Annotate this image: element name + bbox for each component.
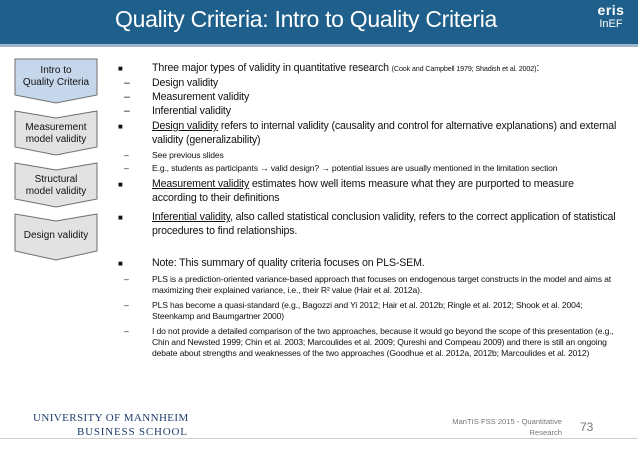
sub-bullet-text: PLS is a prediction-oriented variance-based approach that focuses on endogenous target constructs in the model and aims at maximizing their explained variance, i.e., their R² value (Hair et al. 2012a).	[152, 274, 611, 295]
term-inferential-validity: Inferential validity	[152, 211, 231, 223]
dash-bullet-icon: –	[124, 77, 130, 89]
dash-bullet-icon: –	[124, 163, 129, 173]
logo-top-text: eris	[597, 2, 625, 18]
dash-bullet-icon: –	[124, 326, 129, 336]
header-divider	[0, 44, 638, 47]
term-measurement-validity: Measurement validity	[152, 178, 250, 190]
bullet-text: Note: This summary of quality criteria focuses on PLS-SEM.	[152, 257, 425, 269]
nav-item-label: Structural	[34, 174, 78, 185]
nav-item-label: Intro to	[40, 65, 72, 76]
sub-bullet-text: See previous slides	[152, 150, 224, 160]
business-school-name: BUSINESS SCHOOL	[77, 426, 188, 438]
nav-item-label: model validity	[25, 186, 87, 197]
sub-bullet-text: Measurement validity	[152, 91, 250, 103]
nav-item-structural[interactable]	[14, 162, 98, 208]
sub-bullet-text: Inferential validity	[152, 105, 231, 117]
university-name: UNIVERSITY OF MANNHEIM	[33, 412, 189, 424]
sub-bullet-text: E.g., students as participants → valid design? → potential issues are usually mentioned in the limitation section	[152, 163, 558, 173]
course-label: ManTIS FSS 2015 - Quantitative Research	[452, 417, 562, 437]
eris-inef-logo	[590, 3, 632, 41]
header-bar	[0, 0, 638, 44]
sub-bullet-text: PLS has become a quasi-standard (e.g., Bagozzi and Yi 2012; Hair et al. 2012b; Ringle et al. 2012; Shook et al. 2004; Steenkamp and Baumgartner 2000)	[152, 300, 583, 321]
square-bullet-icon: ■	[118, 213, 123, 222]
nav-item-measurement[interactable]	[14, 110, 98, 156]
university-logo	[33, 412, 189, 438]
slide-title: Quality Criteria: Intro to Quality Criteria	[115, 6, 498, 32]
dash-bullet-icon: –	[124, 91, 130, 103]
dash-bullet-icon: –	[124, 105, 130, 117]
square-bullet-icon: ■	[118, 180, 123, 189]
dash-bullet-icon: –	[124, 300, 129, 310]
term-design-validity: Design validity	[152, 120, 219, 132]
bullet-text: Three major types of validity in quantitative research	[152, 62, 392, 74]
nav-item-label: Design validity	[23, 230, 89, 241]
nav-item-design[interactable]	[14, 213, 98, 261]
bullet-text: , also called statistical conclusion validity, refers to the correct application of statistical procedures to find relationships.	[152, 211, 616, 237]
square-bullet-icon: ■	[118, 259, 123, 268]
dash-bullet-icon: –	[124, 150, 129, 160]
page-number: 73	[580, 420, 594, 434]
bullet-text: estimates how well items measure what they are purported to measure according to their definitions	[152, 178, 574, 204]
sub-bullet-text: I do not provide a detailed comparison of the two approaches, because it would go beyond the scope of this presentation (e.g., Chin and Newsted 1999; Chin et al. 2003; Marcoulides et al. 2009; Qureshi and Compeau 2009) and there is still an ongoing debate about strengths and weaknesses of the two approaches (Goodhue et al. 2012a, 2012b; Marcoulides et al. 2012)	[152, 326, 614, 358]
sub-bullet-text: Design validity	[152, 77, 219, 89]
square-bullet-icon: ■	[118, 122, 123, 131]
bullet-text: refers to internal validity (causality and control for alternative explanations) and external validity (generalizability)	[152, 120, 617, 146]
nav-item-intro[interactable]	[14, 58, 98, 104]
nav-item-label: model validity	[25, 134, 87, 145]
dash-bullet-icon: –	[124, 274, 129, 284]
square-bullet-icon: ■	[118, 64, 123, 73]
logo-bottom-text: InEF	[599, 18, 623, 30]
bullet-colon: :	[536, 62, 540, 74]
footer-divider	[0, 438, 638, 439]
nav-item-label: Quality Criteria	[22, 77, 90, 88]
nav-item-label: Measurement	[25, 122, 87, 133]
citation: (Cook and Campbell 1979; Shadish et al. 2002)	[391, 64, 537, 73]
